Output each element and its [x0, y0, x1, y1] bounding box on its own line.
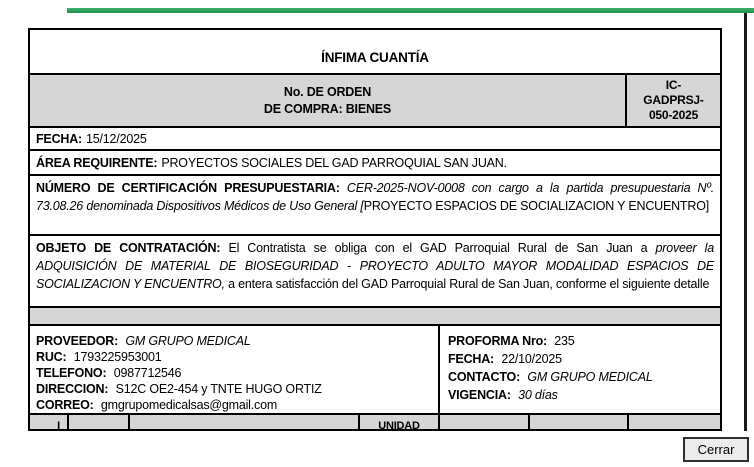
proveedor-value: GM GRUPO MEDICAL [125, 334, 251, 348]
fecha-value: 15/12/2025 [86, 131, 147, 146]
proforma-fecha-value: 22/10/2025 [501, 352, 562, 366]
area-row [30, 151, 720, 176]
area-label: ÁREA REQUIRENTE: [36, 155, 158, 170]
certificacion-label: NÚMERO DE CERTIFICACIÓN PRESUPUESTARIA: [36, 181, 340, 195]
proveedor-line [36, 333, 432, 349]
items-header-unidad: UNIDAD [358, 415, 438, 431]
area-value: PROYECTOS SOCIALES DEL GAD PARROQUIAL SAN JUAN. [161, 155, 507, 170]
order-label-line1: No. DE ORDEN [283, 84, 372, 99]
items-header-row-partial [30, 415, 720, 431]
vigencia-line [448, 386, 714, 404]
items-header-col7 [627, 415, 720, 431]
document-table [28, 28, 722, 431]
ruc-label: RUC: [36, 350, 67, 364]
spacer-row [30, 308, 720, 326]
document-title: ÍNFIMA CUANTÍA [321, 50, 429, 65]
document-title-row [30, 30, 720, 75]
telefono-label: TELEFONO: [36, 366, 107, 380]
ruc-value: 1793225953001 [73, 350, 162, 364]
proforma-value: 235 [554, 334, 575, 348]
objeto-italic-text: proveer la ADQUISICIÓN DE MATERIAL DE BIOSEGURIDAD - PROYECTO ADULTO MAYOR MODALIDAD ESPACIOS DE SOCIALIZACION Y ENCUENTRO, [36, 241, 714, 291]
objeto-plain-text-2: a entera satisfacción del GAD Parroquial Rural de San Juan, conforme el siguiente detalle [228, 277, 710, 291]
proveedor-proforma-row [30, 326, 720, 415]
proveedor-cell [30, 326, 438, 413]
ruc-line [36, 349, 432, 365]
order-label-cell [30, 75, 625, 126]
order-label-line2: DE COMPRA: BIENES [263, 101, 392, 116]
items-header-col6 [528, 415, 627, 431]
items-header-col3 [128, 415, 358, 431]
certificacion-row [30, 176, 720, 236]
proforma-label: PROFORMA Nro: [448, 334, 548, 348]
order-code-line3: 050-2025 [648, 108, 699, 122]
proforma-line [448, 332, 714, 350]
items-header-col1: I [57, 420, 60, 431]
items-header-col5 [438, 415, 528, 431]
order-code-line1: IC- [665, 78, 682, 92]
contacto-value: GM GRUPO MEDICAL [527, 370, 653, 384]
certificacion-italic-text: CER-2025-NOV-0008 con cargo a la partida presupuestaria Nº. 73.08.26 denominada Dispositivos Médicos de Uso General [ [36, 181, 714, 213]
objeto-plain-text-1: El Contratista se obliga con el GAD Parroquial Rural de San Juan a [228, 241, 648, 255]
proforma-fecha-line [448, 350, 714, 368]
direccion-value: S12C OE2-454 y TNTE HUGO ORTIZ [115, 382, 322, 396]
items-header-col2 [67, 415, 128, 431]
contacto-line [448, 368, 714, 386]
proforma-cell [438, 326, 720, 413]
objeto-row [30, 236, 720, 308]
certificacion-plain-text: PROYECTO ESPACIOS DE SOCIALIZACION Y ENCUENTRO] [363, 199, 709, 213]
order-row [30, 75, 720, 128]
order-code-line2: GADPRSJ- [643, 93, 704, 107]
panel-top-accent-line [67, 8, 754, 13]
panel-right-edge-bar [744, 13, 747, 431]
vigencia-label: VIGENCIA: [448, 388, 511, 402]
correo-label: CORREO: [36, 398, 94, 412]
proveedor-label: PROVEEDOR: [36, 334, 119, 348]
correo-value: gmgrupomedicalsas@gmail.com [100, 398, 278, 412]
telefono-value: 0987712546 [113, 366, 182, 380]
fecha-row [30, 128, 720, 151]
close-button[interactable]: Cerrar [683, 437, 749, 462]
vigencia-value: 30 días [518, 388, 558, 402]
contacto-label: CONTACTO: [448, 370, 521, 384]
objeto-label: OBJETO DE CONTRATACIÓN: [36, 241, 221, 255]
fecha-label: FECHA: [36, 131, 83, 146]
order-code-cell [625, 75, 720, 126]
direccion-line [36, 381, 432, 397]
telefono-line [36, 365, 432, 381]
correo-line [36, 397, 432, 413]
proforma-fecha-label: FECHA: [448, 352, 495, 366]
direccion-label: DIRECCION: [36, 382, 109, 396]
